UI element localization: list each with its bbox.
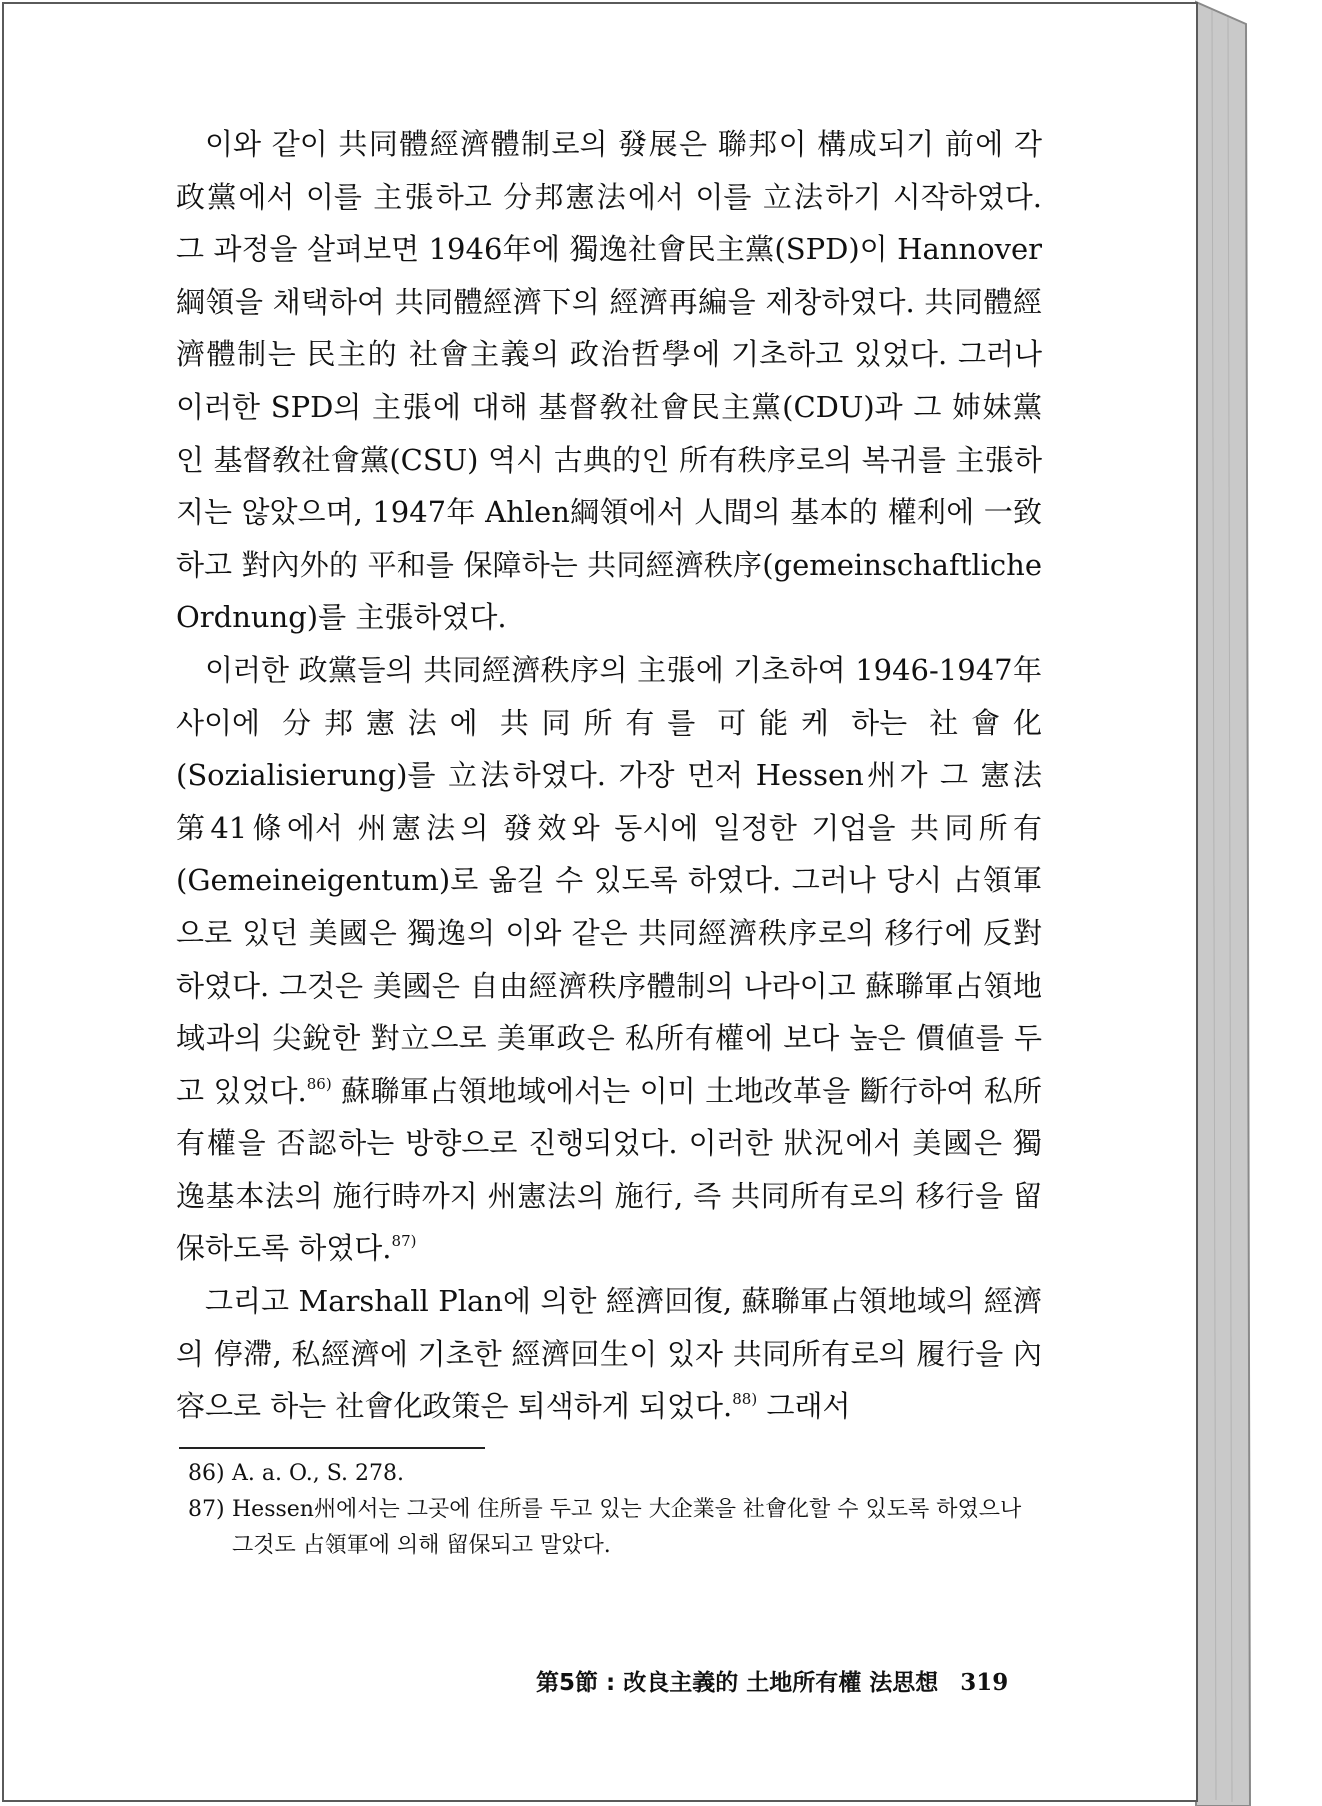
body-text (176, 118, 1042, 1433)
footnote-number: 87) (188, 1497, 225, 1522)
footnote-text: Hessen州에서는 그곳에 住所를 두고 있는 大企業을 社會化할 수 있도록 하였으나 그것도 占領軍에 의해 留保되고 말았다. (232, 1497, 1022, 1558)
paragraph-2: 이러한 政黨들의 共同經濟秩序의 主張에 기초하여 1946-1947年 사이에 分邦憲法에 共同所有를 可能케 하는 社會化(Sozialisierung)를 立法하였다. 가장 먼저 Hessen州가 그 憲法 第41條에서 州憲法의 發效와 동시에 일정한 기업을 共同所有(Gemeineigentum)로 옮길 수 있도록 하였다. 그러나 당시 占領軍으로 있던 美國은 獨逸의 이와 같은 共同經濟秩序로의 移行에 反對하였다. 그것은 美國은 自由經濟秩序體制의 나라이고 蘇聯軍占領地域과의 尖銳한 對立으로 美軍政은 私所有權에 보다 높은 價値를 두고 있었다.$^{86)}$ 蘇聯軍占領地域에서는 이미 土地改革을 斷行하여 私所有權을 否認하는 방향으로 진행되었다. 이러한 狀況에서 美國은 獨逸基本法의 施行時까지 州憲法의 施行, 즉 共同所有로의 移行을 留保하도록 하였다.$^{87)}$ (176, 652, 1043, 1266)
chapter-title: 第5節 : 改良主義的 土地所有權 法思想 (536, 1670, 939, 1696)
footnote-ref-87: 87) (391, 1232, 417, 1251)
footnotes (188, 1456, 1048, 1564)
paragraph-1: 이와 같이 共同體經濟體制로의 發展은 聯邦이 構成되기 前에 각 政黨에서 이를 主張하고 分邦憲法에서 이를 立法하기 시작하였다. 그 과정을 살펴보면 1946年에 獨逸社會民主黨(SPD)이 Hannover綱領을 채택하여 共同體經濟下의 經濟再編을 제창하였다. 共同體經濟體制는 民主的 社會主義의 政治哲學에 기초하고 있었다. 그러나 이러한 SPD의 主張에 대해 基督敎社會民主黨(CDU)과 그 姉妹黨인 基督敎社會黨(CSU) 역시 古典的인 所有秩序로의 복귀를 主張하지는 않았으며, 1947年 Ahlen綱領에서 人間의 基本的 權利에 一致하고 對內外的 平和를 保障하는 共同經濟秩序(gemeinschaftliche Ordnung)를 主張하였다. (176, 127, 1042, 635)
paragraph-3: 그리고 Marshall Plan에 의한 經濟回復, 蘇聯軍占領地域의 經濟의 停滯, 私經濟에 기초한 經濟回生이 있자 共同所有로의 履行을 內容으로 하는 社會化政策은 퇴색하게 되었다.$^{88)}$ 그래서 (176, 1284, 1042, 1424)
footnote-number: 86) (188, 1461, 225, 1486)
footnote-ref-88: 88) (732, 1390, 758, 1409)
page-number: 319 (960, 1669, 1009, 1696)
footnote-divider (179, 1447, 485, 1449)
footnote-ref-86: 86) (306, 1074, 332, 1093)
footnote-text: A. a. O., S. 278. (232, 1461, 404, 1486)
footnote-87 (188, 1492, 1048, 1564)
footnote-86 (188, 1456, 1048, 1492)
running-footer (536, 1664, 1008, 1697)
